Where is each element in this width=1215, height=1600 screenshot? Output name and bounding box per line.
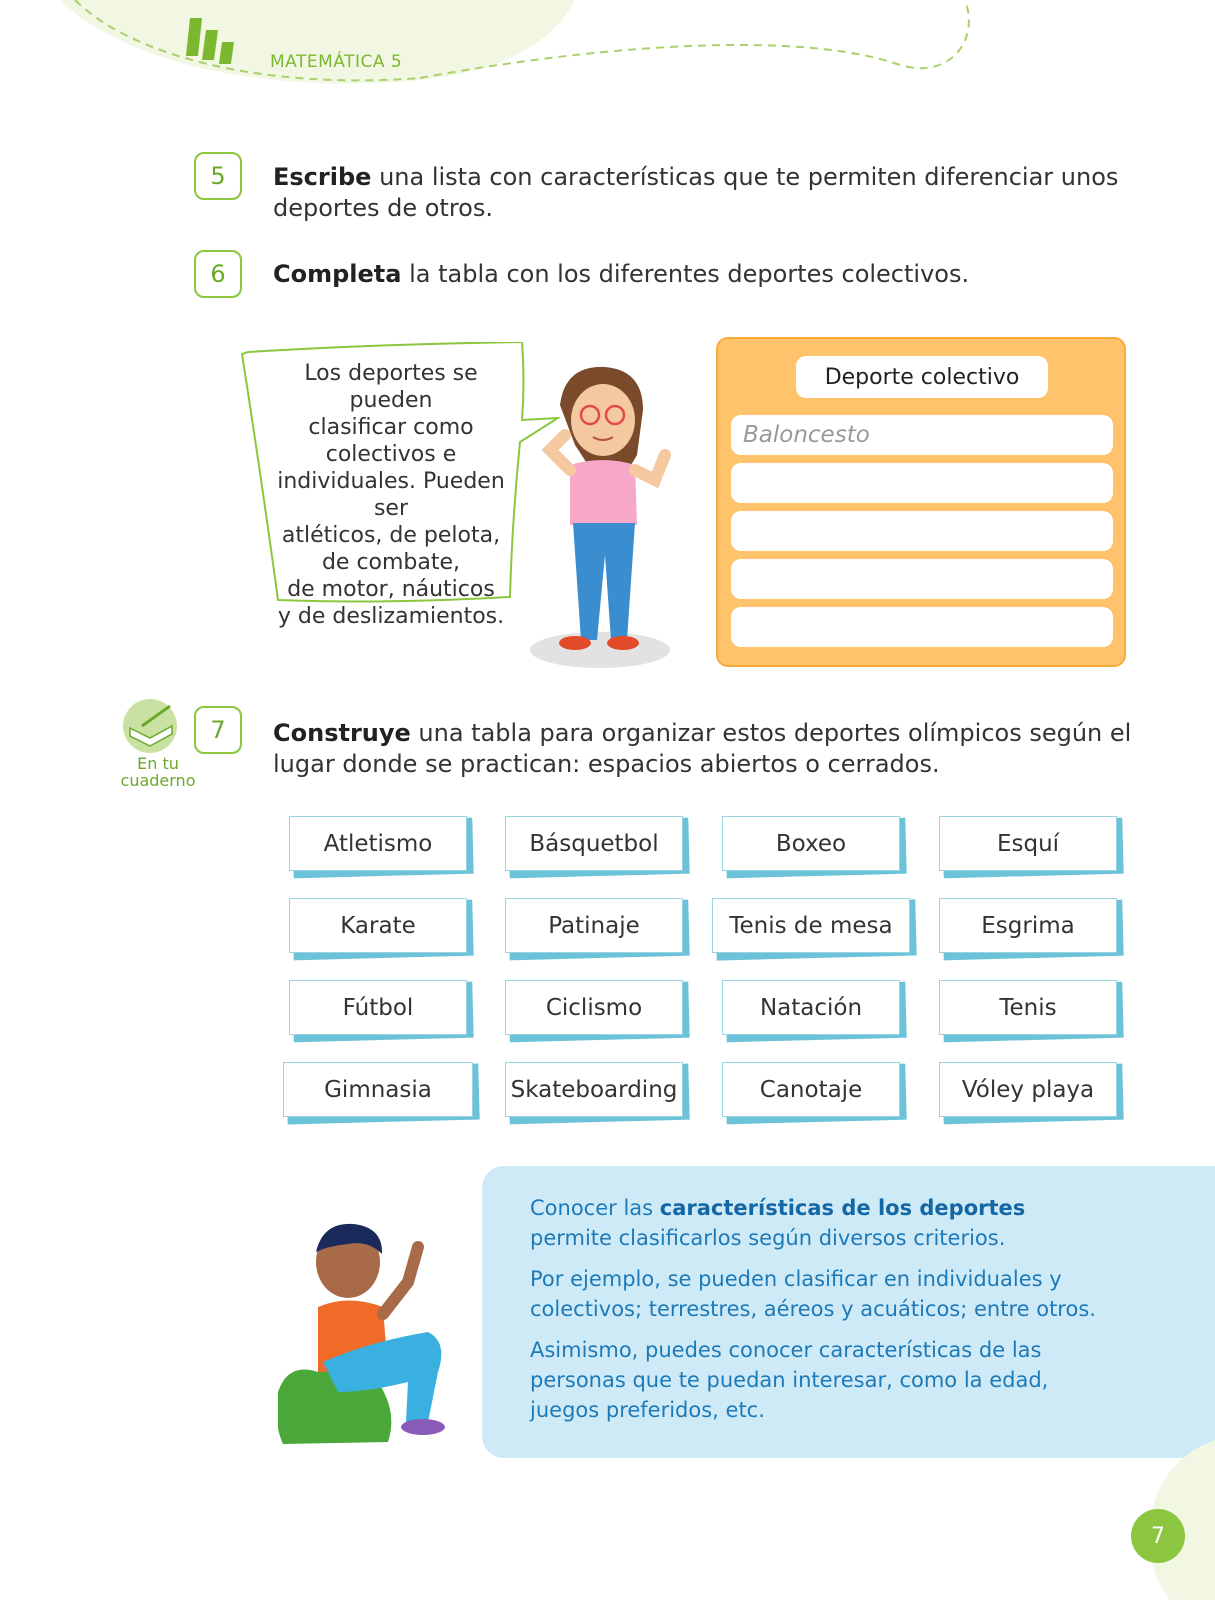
sport-card-label: Natación xyxy=(722,980,900,1035)
activity-7-number: 7 xyxy=(194,706,242,754)
activity-6-number: 6 xyxy=(194,250,242,298)
sport-card[interactable] xyxy=(289,898,469,956)
info-text: permite clasificarlos según diversos criterios. xyxy=(530,1226,1006,1250)
table-row-3[interactable] xyxy=(731,511,1113,551)
activity-5-verb: Escribe xyxy=(273,163,372,191)
sport-card[interactable] xyxy=(289,980,469,1038)
sport-card-label: Esquí xyxy=(939,816,1117,871)
sport-card[interactable] xyxy=(939,980,1119,1038)
math-logo-icon xyxy=(186,16,246,66)
sport-card[interactable] xyxy=(939,898,1119,956)
notebook-label-line2: cuaderno xyxy=(120,771,196,790)
sport-card[interactable] xyxy=(722,1062,902,1120)
bubble-line: de combate, xyxy=(321,550,461,575)
sport-card-label: Tenis xyxy=(939,980,1117,1035)
activity-6-text xyxy=(273,259,1133,290)
bubble-line: de motor, náuticos xyxy=(287,577,495,602)
sport-card[interactable] xyxy=(722,980,902,1038)
girl-illustration xyxy=(525,365,685,675)
sport-card-label: Patinaje xyxy=(505,898,683,953)
info-paragraph-1 xyxy=(530,1193,1110,1253)
sport-card-label: Básquetbol xyxy=(505,816,683,871)
table-row-2[interactable] xyxy=(731,463,1113,503)
notebook-label xyxy=(108,755,208,789)
activity-7-text xyxy=(273,718,1133,780)
info-paragraph-2: Por ejemplo, se pueden clasificar en individuales y colectivos; terrestres, aéreos y acuáticos; entre otros. xyxy=(530,1267,1096,1321)
bubble-line: atléticos, de pelota, xyxy=(281,523,501,548)
sport-card[interactable] xyxy=(505,980,685,1038)
sport-card-label: Karate xyxy=(289,898,467,953)
bubble-text xyxy=(262,360,520,630)
info-paragraph-3: Asimismo, puedes conocer características de las personas que te puedan interesar, como la edad, juegos preferidos, etc. xyxy=(530,1338,1049,1422)
sport-card[interactable] xyxy=(505,816,685,874)
info-text: Conocer las xyxy=(530,1196,660,1220)
activity-5-body: una lista con características que te permiten diferenciar unos deportes de otros. xyxy=(273,163,1119,222)
activity-7-verb: Construye xyxy=(273,719,411,747)
header-decoration xyxy=(0,0,1215,120)
sport-card[interactable] xyxy=(505,898,685,956)
bubble-line: colectivos e xyxy=(325,442,457,467)
sport-card[interactable] xyxy=(939,816,1119,874)
activity-5-number: 5 xyxy=(194,152,242,200)
header-title: MATEMÁTICA 5 xyxy=(270,52,403,72)
sport-card-label: Gimnasia xyxy=(283,1062,473,1117)
sport-card[interactable] xyxy=(283,1062,475,1120)
sport-card[interactable] xyxy=(289,816,469,874)
sport-card-label: Canotaje xyxy=(722,1062,900,1117)
activity-7-body: una tabla para organizar estos deportes olímpicos según el lugar donde se practican: espacios abiertos o cerrados. xyxy=(273,719,1132,778)
info-highlight: características de los deportes xyxy=(659,1196,1026,1220)
sport-card-label: Fútbol xyxy=(289,980,467,1035)
notebook-label-line1: En tu xyxy=(137,754,179,773)
bubble-line: clasificar como xyxy=(308,415,474,440)
sport-card-label: Ciclismo xyxy=(505,980,683,1035)
sport-card[interactable] xyxy=(505,1062,685,1120)
notebook-icon xyxy=(120,698,182,754)
bubble-line: individuales. Pueden ser xyxy=(277,469,505,521)
bubble-line: Los deportes se pueden xyxy=(304,361,478,413)
sport-card-label: Esgrima xyxy=(939,898,1117,953)
sport-card-label: Tenis de mesa xyxy=(712,898,910,953)
sport-card-label: Boxeo xyxy=(722,816,900,871)
activity-6-verb: Completa xyxy=(273,260,402,288)
table-row-4[interactable] xyxy=(731,559,1113,599)
sport-card[interactable] xyxy=(939,1062,1119,1120)
table-header: Deporte colectivo xyxy=(796,356,1048,398)
bubble-line: y de deslizamientos. xyxy=(277,604,505,629)
activity-6-body: la tabla con los diferentes deportes colectivos. xyxy=(401,260,970,288)
sport-card-label: Atletismo xyxy=(289,816,467,871)
sport-card[interactable] xyxy=(712,898,912,956)
table-row-5[interactable] xyxy=(731,607,1113,647)
activity-5-text xyxy=(273,162,1133,224)
table-row-1[interactable]: Baloncesto xyxy=(731,415,1113,455)
collective-sports-table xyxy=(716,337,1126,667)
boy-illustration xyxy=(278,1222,458,1452)
page-number: 7 xyxy=(1131,1509,1185,1563)
sport-card[interactable] xyxy=(722,816,902,874)
sport-card-label: Skateboarding xyxy=(505,1062,683,1117)
sport-card-label: Vóley playa xyxy=(939,1062,1117,1117)
